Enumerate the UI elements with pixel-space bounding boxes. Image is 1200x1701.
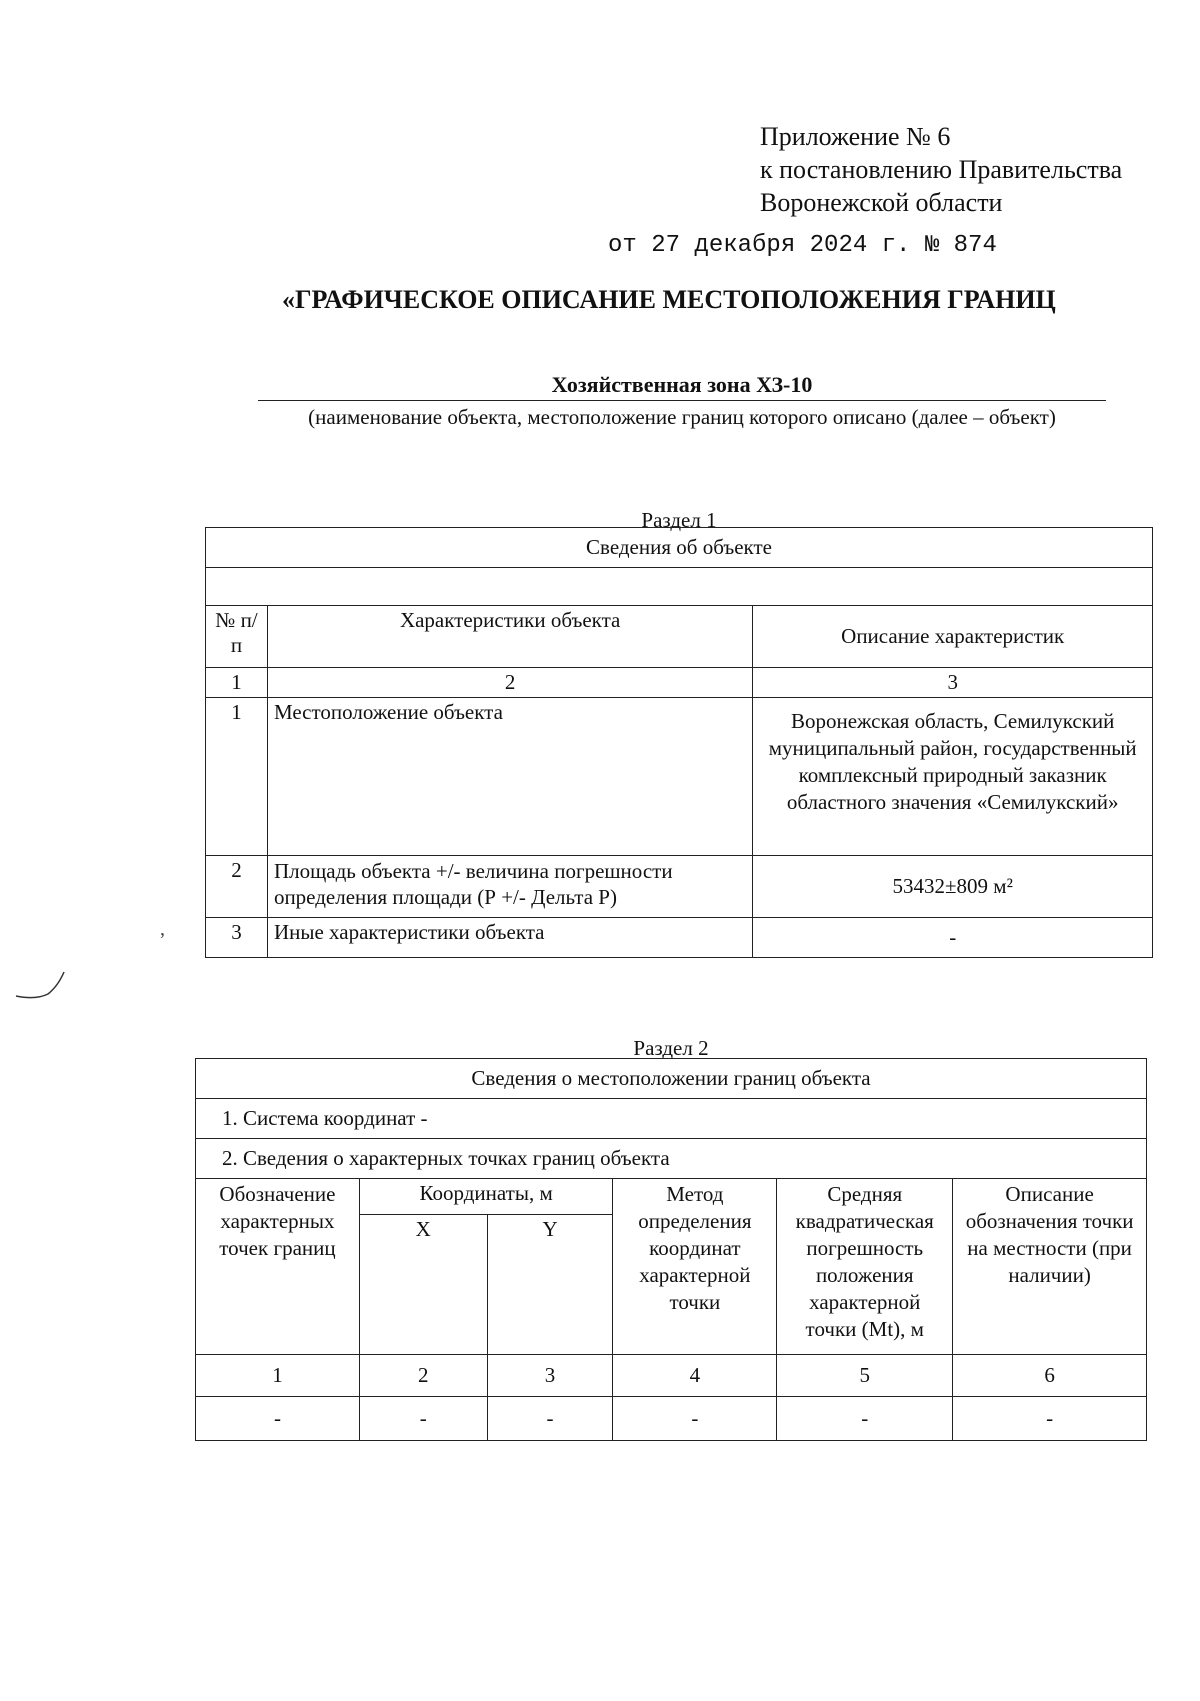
col-header-y: Y (487, 1215, 613, 1355)
appendix-block (760, 120, 1122, 219)
col-header-number: № п/п (206, 606, 268, 668)
col-header-coordinates: Координаты, м (359, 1179, 613, 1215)
row-1-characteristic: Местоположение объекта (267, 698, 752, 856)
appendix-line-3: Воронежской области (760, 188, 1003, 217)
row-1-number: 1 (206, 698, 268, 856)
row-3-description: - (753, 918, 1153, 958)
col-index-2: 2 (267, 668, 752, 698)
section-1-empty-row (206, 568, 1153, 606)
row-2-number: 2 (206, 856, 268, 918)
table-cell: - (777, 1397, 953, 1441)
scan-mark: , (160, 918, 165, 940)
section-1-heading: Сведения об объекте (206, 528, 1153, 568)
col-index-3: 3 (753, 668, 1153, 698)
scan-pen-stroke (14, 968, 66, 1004)
row-2-description: 53432±809 м² (753, 856, 1153, 918)
section-1-table (205, 527, 1153, 958)
table-cell: - (359, 1397, 487, 1441)
col-header-x: X (359, 1215, 487, 1355)
section-2-label: Раздел 2 (633, 1036, 709, 1060)
section-2-heading: Сведения о местоположении границ объекта (196, 1059, 1147, 1099)
col-index: 4 (613, 1355, 777, 1397)
col-index: 1 (196, 1355, 360, 1397)
object-name: Хозяйственная зона ХЗ-10 (258, 372, 1106, 401)
row-3-number: 3 (206, 918, 268, 958)
col-index: 2 (359, 1355, 487, 1397)
row-3-characteristic: Иные характеристики объекта (267, 918, 752, 958)
row-1-description: Воронежская область, Семилукский муниципальный район, государственный комплексный природный заказник областного значения «Семилукский» (753, 698, 1153, 856)
table-cell: - (487, 1397, 613, 1441)
col-index: 6 (953, 1355, 1147, 1397)
col-index: 3 (487, 1355, 613, 1397)
col-header-characteristics: Характеристики объекта (267, 606, 752, 668)
coordinate-system: 1. Система координат - (196, 1099, 1147, 1139)
appendix-line-2: к постановлению Правительства (760, 155, 1123, 184)
section-1-label: Раздел 1 (641, 508, 717, 532)
col-header-point-description: Описание обозначения точки на местности (при наличии) (953, 1179, 1147, 1355)
col-header-mean-square-error: Средняя квадратическая погрешность положения характерной точки (Mt), м (777, 1179, 953, 1355)
document-title: «ГРАФИЧЕСКОЕ ОПИСАНИЕ МЕСТОПОЛОЖЕНИЯ ГРАНИЦ (282, 285, 1056, 314)
col-index: 5 (777, 1355, 953, 1397)
table-cell: - (953, 1397, 1147, 1441)
col-header-description: Описание характеристик (753, 606, 1153, 668)
table-cell: - (196, 1397, 360, 1441)
decree-date-number: от 27 декабря 2024 г. № 874 (608, 232, 997, 259)
section-2-table (195, 1058, 1147, 1441)
col-header-point-designation: Обозначение характерных точек границ (196, 1179, 360, 1355)
appendix-line-1: Приложение № 6 (760, 122, 951, 151)
row-2-characteristic: Площадь объекта +/- величина погрешности определения площади (Р +/- Дельта Р) (267, 856, 752, 918)
col-header-method: Метод определения координат характерной точки (613, 1179, 777, 1355)
object-name-caption: (наименование объекта, местоположение границ которого описано (далее – объект) (308, 405, 1056, 429)
boundary-points-heading: 2. Сведения о характерных точках границ объекта (196, 1139, 1147, 1179)
col-index-1: 1 (206, 668, 268, 698)
table-cell: - (613, 1397, 777, 1441)
